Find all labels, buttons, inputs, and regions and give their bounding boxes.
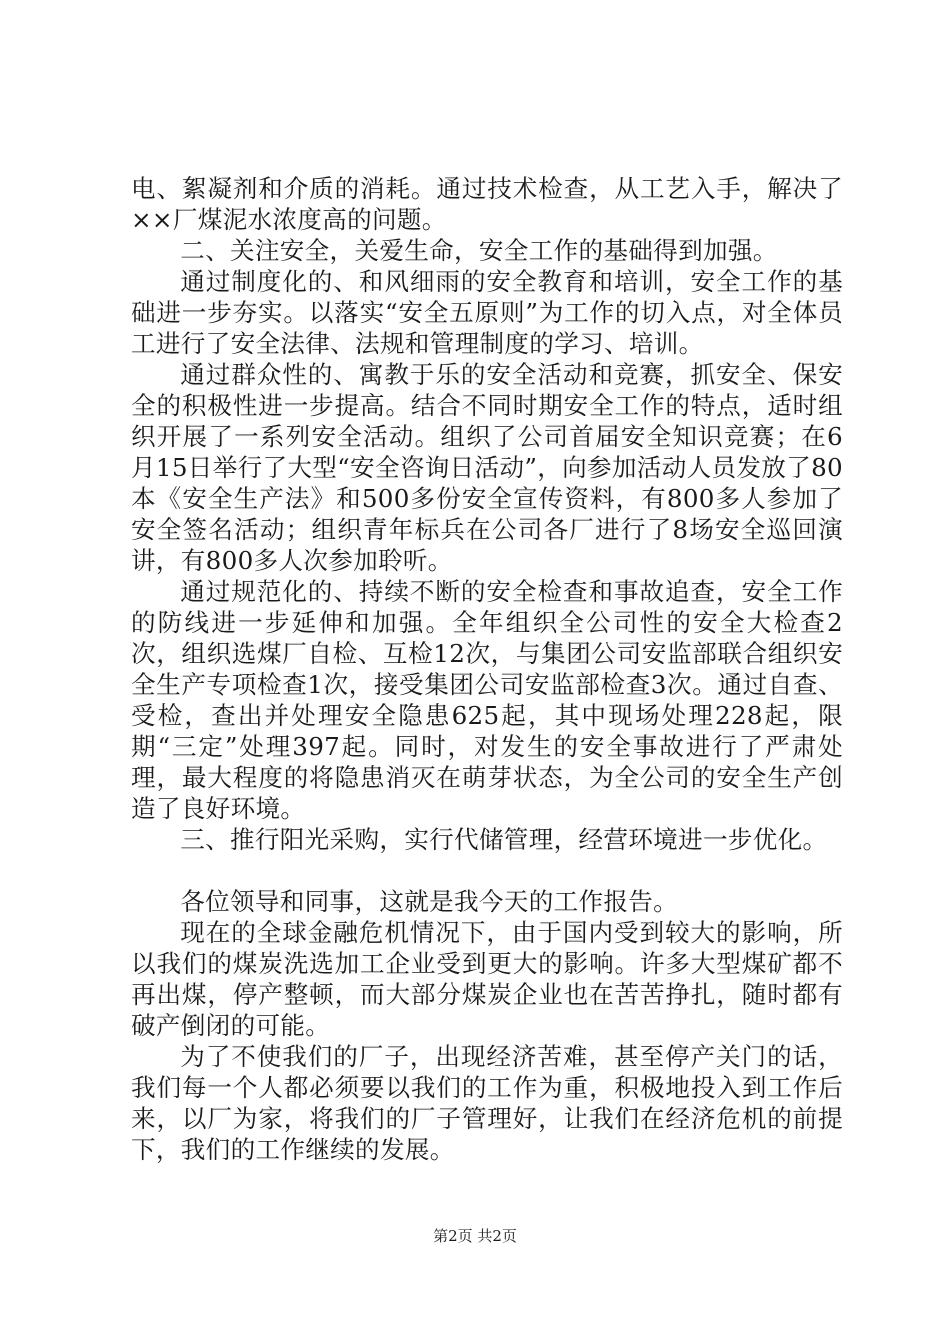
section-heading-safety: 二、关注安全，关爱生命，安全工作的基础得到加强。 [180,236,778,265]
paragraph-safety-activities: 通过群众性的、寓教于乐的安全活动和竞赛，抓安全、保安全的积极性进一步提高。结合不同时期安全工作的特点，适时组织开展了一系列安全活动。组织了公司首届安全知识竞赛；在6月15日举行了大型“安全咨询日活动”，向参加活动人员发放了80本《安全生产法》和500多份安全宣传资料，有800多人参加了安全签名活动；组织青年标兵在公司各厂进行了8场安全巡回演讲，有800多人次参加聆听。 [131,360,843,575]
paragraph-1: 电、絮凝剂和介质的消耗。通过技术检查，从工艺入手，解决了××厂煤泥水浓度高的问题。 [131,174,843,234]
paragraph-call-to-action: 为了不使我们的厂子，出现经济苦难，甚至停产关门的话，我们每一个人都必须要以我们的工作为重，积极地投入到工作后来，以厂为家，将我们的厂子管理好，让我们在经济危机的前提下，我们的工作继续的发展。 [131,1042,843,1164]
section-heading-procurement: 三、推行阳光采购，实行代储管理，经营环境进一步优化。 [180,825,828,854]
paragraph-closing-intro: 各位领导和同事，这就是我今天的工作报告。 [180,887,679,916]
paragraph-financial-crisis: 现在的全球金融危机情况下，由于国内受到较大的影响，所以我们的煤炭洗选加工企业受到更大的影响。许多大型煤矿都不再出煤，停产整顿，而大部分煤炭企业也在苦苦挣扎，随时都有破产倒闭的可能。 [131,918,843,1040]
page-number-footer: 第2页 共2页 [433,1227,517,1245]
paragraph-safety-training: 通过制度化的、和风细雨的安全教育和培训，安全工作的基础进一步夯实。以落实“安全五原则”为工作的切入点，对全体员工进行了安全法律、法规和管理制度的学习、培训。 [131,267,843,358]
document-body [131,173,843,1165]
paragraph-gap [131,855,843,886]
paragraph-safety-inspections: 通过规范化的、持续不断的安全检查和事故追查，安全工作的防线进一步延伸和加强。全年组织全公司性的安全大检查2次，组织选煤厂自检、互检12次，与集团公司安监部联合组织安全生产专项检查1次，接受集团公司安监部检查3次。通过自查、受检，查出并处理安全隐患625起，其中现场处理228起，限期“三定”处理397起。同时，对发生的安全事故进行了严肃处理，最大程度的将隐患消灭在萌芽状态，为全公司的安全生产创造了良好环境。 [131,577,843,823]
